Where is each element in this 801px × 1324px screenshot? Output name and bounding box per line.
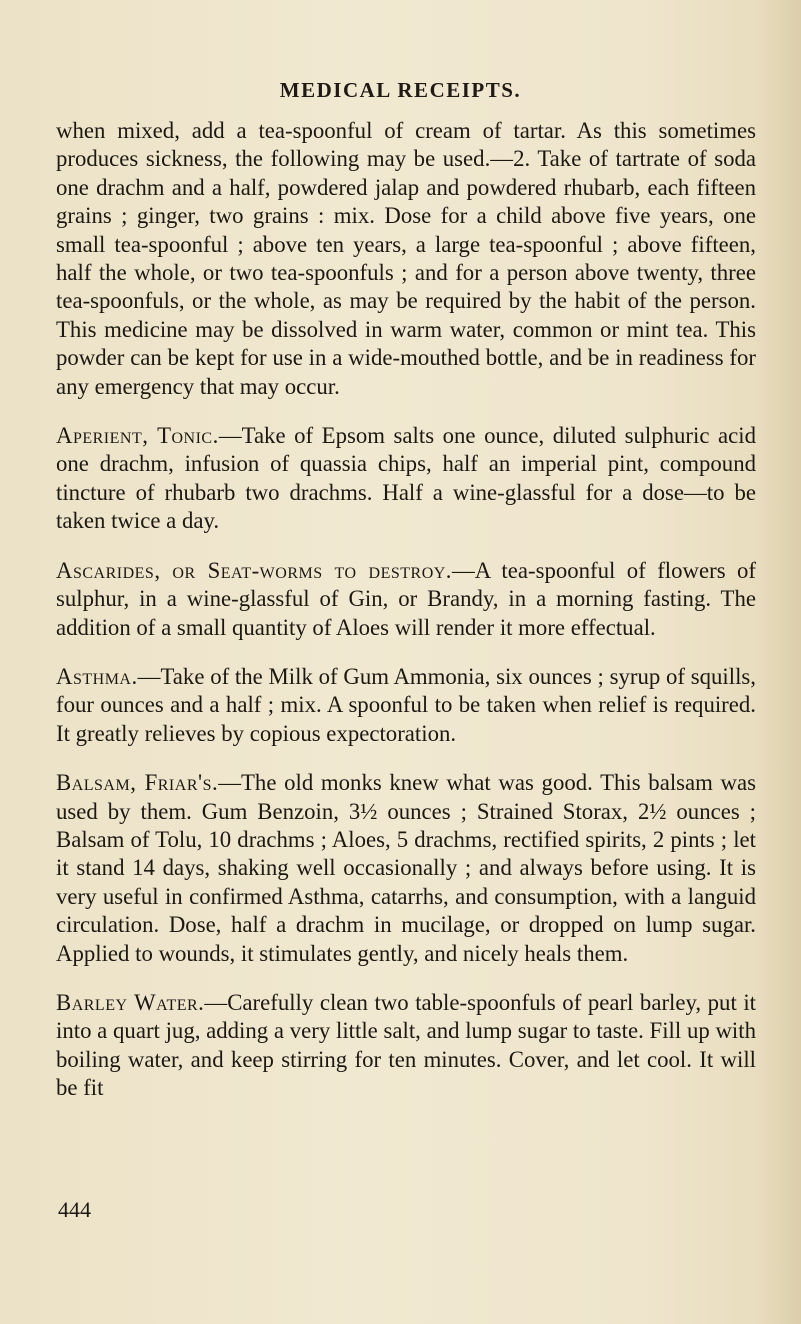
text-body bbox=[56, 117, 756, 1103]
page-edge-shadow bbox=[756, 0, 801, 1324]
entry-heading: Asthma. bbox=[56, 663, 138, 689]
paragraph-barley-water bbox=[56, 989, 756, 1103]
paragraph-text: —The old monks knew what was good. This balsam was used by them. Gum Benzoin, 3½ ounces ; Strained Storax, 2½ ounces ; Balsam of Tolu, 10 drachms ; Aloes, 5 drachms, rectified spirits, 2 pints ; let it stand 14 days, shaking well occasionally ; and always before using. It is very useful in confirmed Asthma, catarrhs, and consumption, with a languid circulation. Dose, half a drachm in mucilage, or dropped on lump sugar. Applied to wounds, it stimulates gently, and nicely heals them. bbox=[56, 770, 756, 966]
page-number: 444 bbox=[58, 1197, 91, 1222]
paragraph-ascarides bbox=[56, 557, 756, 642]
entry-heading: Aperient, Tonic. bbox=[56, 423, 219, 449]
paragraph-text: —Carefully clean two table-spoonfuls of pearl barley, put it into a quart jug, adding a very little salt, and lump sugar to taste. Fill up with boiling water, and keep stirring for ten minutes. Cover, and let cool. It will be fit bbox=[56, 989, 756, 1101]
paragraph-text: —A tea-spoonful of flowers of sulphur, in a wine-glassful of Gin, or Brandy, in a morning fasting. The addition of a small quantity of Aloes will render it more effectual. bbox=[56, 557, 756, 640]
paragraph-text: when mixed, add a tea-spoonful of cream of tartar. As this sometimes produces sickness, the following may be used.—2. Take of tartrate of soda one drachm and a half, powdered jalap and powdered rhubarb, each fifteen grains ; ginger, two grains : mix. Dose for a child above five years, one small tea-spoonful ; above ten years, a large tea-spoonful ; above fifteen, half the whole, or two tea-spoonfuls ; and for a person above twenty, three tea-spoonfuls, or the whole, as may be required by the habit of the person. This medicine may be dissolved in warm water, common or mint tea. This powder can be kept for use in a wide-mouthed bottle, and be in readiness for any emergency that may occur. bbox=[56, 118, 756, 399]
entry-heading: Barley Water. bbox=[56, 989, 205, 1015]
running-head: MEDICAL RECEIPTS. bbox=[279, 78, 522, 102]
paragraph-balsam-friars bbox=[56, 769, 756, 968]
entry-heading: Ascarides, or Seat-worms to destroy. bbox=[56, 557, 452, 583]
entry-heading: Balsam, Friar's. bbox=[56, 770, 219, 796]
paragraph-text: —Take of Epsom salts one ounce, diluted sulphuric acid one drachm, infusion of quassia chips, half an imperial pint, compound tincture of rhubarb two drachms. Half a wine-glassful for a dose—to be taken twice a day. bbox=[56, 423, 756, 534]
paragraph-asthma bbox=[56, 663, 756, 748]
paragraph-continuation bbox=[56, 117, 756, 401]
paragraph-aperient-tonic bbox=[56, 422, 756, 536]
paragraph-text: —Take of the Milk of Gum Ammonia, six ounces ; syrup of squills, four ounces and a half ; mix. A spoonful to be taken when relief is required. It greatly relieves by copious expectoration. bbox=[56, 663, 756, 746]
